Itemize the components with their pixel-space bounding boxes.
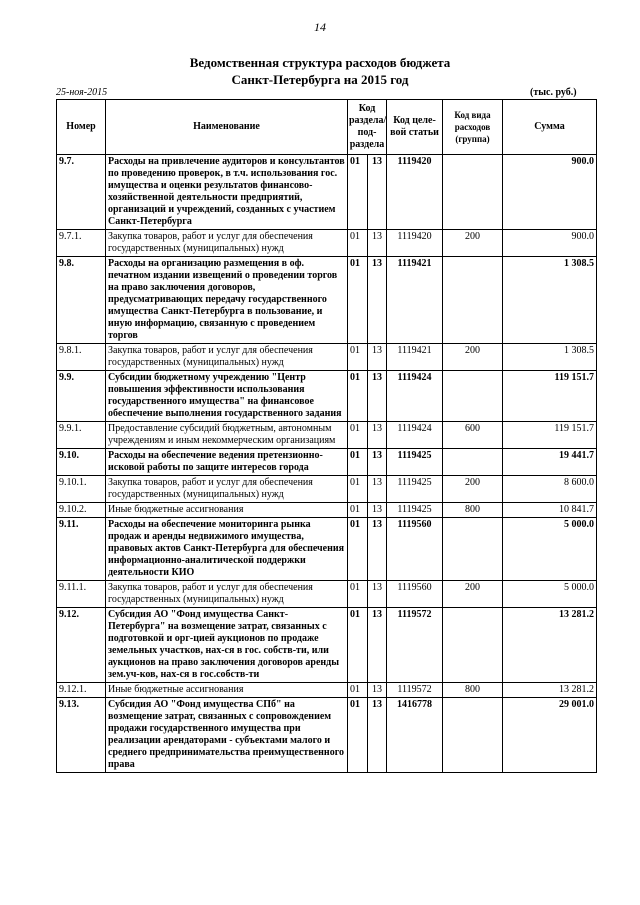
row-name: Закупка товаров, работ и услуг для обеспечения государственных (муниципальных) нужд <box>106 581 348 608</box>
row-name: Иные бюджетные ассигнования <box>106 683 348 698</box>
row-section-code: 01 <box>348 257 368 344</box>
row-article-code: 1119560 <box>387 518 443 581</box>
row-section-code: 01 <box>348 230 368 257</box>
row-name: Иные бюджетные ассигнования <box>106 503 348 518</box>
title-line-1: Ведомственная структура расходов бюджета <box>189 55 451 70</box>
row-expense-type: 800 <box>443 683 503 698</box>
row-sum: 13 281.2 <box>503 608 597 683</box>
row-name: Предоставление субсидий бюджетным, автономным учреждениям и иным некоммерческим организациям <box>106 422 348 449</box>
row-number: 9.8.1. <box>57 344 106 371</box>
table-row <box>57 518 597 581</box>
row-number: 9.11. <box>57 518 106 581</box>
row-sum: 1 308.5 <box>503 344 597 371</box>
row-number: 9.12. <box>57 608 106 683</box>
row-number: 9.7. <box>57 155 106 230</box>
table-row <box>57 449 597 476</box>
row-section-code: 01 <box>348 581 368 608</box>
row-expense-type: 800 <box>443 503 503 518</box>
table-header-row <box>57 100 597 155</box>
row-section-code: 01 <box>348 698 368 773</box>
row-section-code: 01 <box>348 422 368 449</box>
row-name: Субсидия АО "Фонд имущества СПб" на возмещение затрат, связанных с сопровождением продажи государственного имущества при реализации арендаторами - субъектами малого и среднего предпринимательства преимущественного права <box>106 698 348 773</box>
row-name: Закупка товаров, работ и услуг для обеспечения государственных (муниципальных) нужд <box>106 230 348 257</box>
row-expense-type <box>443 371 503 422</box>
row-sum: 13 281.2 <box>503 683 597 698</box>
row-subsection-code: 13 <box>368 155 387 230</box>
row-article-code: 1119425 <box>387 503 443 518</box>
header-section: Код раздела/ под- раздела <box>348 100 387 155</box>
row-subsection-code: 13 <box>368 230 387 257</box>
row-article-code: 1119420 <box>387 230 443 257</box>
row-number: 9.13. <box>57 698 106 773</box>
row-subsection-code: 13 <box>368 257 387 344</box>
row-name: Расходы на обеспечение ведения претензионно-исковой работы по защите интересов города <box>106 449 348 476</box>
row-sum: 10 841.7 <box>503 503 597 518</box>
document-title <box>0 54 640 88</box>
row-article-code: 1119425 <box>387 449 443 476</box>
row-section-code: 01 <box>348 683 368 698</box>
row-article-code: 1119572 <box>387 608 443 683</box>
document-date: 25-ноя-2015 <box>56 87 108 98</box>
row-name: Расходы на организацию размещения в оф. печатном издании извещений о проведении торгов на право заключения договоров, предусматривающих передачу государственного имущества Санкт-Петербурга в пользование, и иную информацию, связанную с проведением торгов <box>106 257 348 344</box>
row-name: Закупка товаров, работ и услуг для обеспечения государственных (муниципальных) нужд <box>106 344 348 371</box>
row-expense-type: 200 <box>443 476 503 503</box>
row-sum: 8 600.0 <box>503 476 597 503</box>
row-subsection-code: 13 <box>368 698 387 773</box>
row-article-code: 1119425 <box>387 476 443 503</box>
row-sum: 119 151.7 <box>503 422 597 449</box>
row-sum: 1 308.5 <box>503 257 597 344</box>
table-row <box>57 155 597 230</box>
row-article-code: 1119424 <box>387 371 443 422</box>
row-expense-type: 200 <box>443 230 503 257</box>
row-section-code: 01 <box>348 518 368 581</box>
row-sum: 119 151.7 <box>503 371 597 422</box>
row-number: 9.10.2. <box>57 503 106 518</box>
row-expense-type: 600 <box>443 422 503 449</box>
row-expense-type <box>443 155 503 230</box>
row-article-code: 1119572 <box>387 683 443 698</box>
row-article-code: 1119560 <box>387 581 443 608</box>
row-name: Субсидии бюджетному учреждению "Центр повышения эффективности использования государственного имущества" на финансовое обеспечение выполнения государственного задания <box>106 371 348 422</box>
table-row <box>57 257 597 344</box>
row-section-code: 01 <box>348 503 368 518</box>
units-label: (тыс. руб.) <box>530 87 577 98</box>
row-section-code: 01 <box>348 344 368 371</box>
table-row <box>57 581 597 608</box>
table-row <box>57 698 597 773</box>
header-name: Наименование <box>106 100 348 155</box>
table-row <box>57 371 597 422</box>
header-article: Код целе- вой статьи <box>387 100 443 155</box>
row-subsection-code: 13 <box>368 476 387 503</box>
row-name: Расходы на обеспечение мониторинга рынка продаж и аренды недвижимого имущества, правовых актов Санкт-Петербурга для обеспечения информационно-аналитической поддержки деятельности КИО <box>106 518 348 581</box>
row-expense-type <box>443 698 503 773</box>
row-article-code: 1416778 <box>387 698 443 773</box>
table-body <box>57 155 597 773</box>
row-article-code: 1119421 <box>387 344 443 371</box>
row-subsection-code: 13 <box>368 503 387 518</box>
page-number: 14 <box>314 20 326 34</box>
row-sum: 900.0 <box>503 230 597 257</box>
row-expense-type <box>443 608 503 683</box>
row-name: Расходы на привлечение аудиторов и консультантов по проведению проверок, в т.ч. использования гос. имущества и оценки результатов финансово-хозяйственной деятельности предприятий, организаций и учреждений, созданных с участием Санкт-Петербурга <box>106 155 348 230</box>
row-section-code: 01 <box>348 476 368 503</box>
header-number: Номер <box>57 100 106 155</box>
budget-table <box>56 99 597 773</box>
row-section-code: 01 <box>348 371 368 422</box>
row-expense-type: 200 <box>443 344 503 371</box>
table-row <box>57 230 597 257</box>
row-subsection-code: 13 <box>368 422 387 449</box>
row-name: Закупка товаров, работ и услуг для обеспечения государственных (муниципальных) нужд <box>106 476 348 503</box>
row-expense-type <box>443 518 503 581</box>
table-row <box>57 608 597 683</box>
row-sum: 900.0 <box>503 155 597 230</box>
row-subsection-code: 13 <box>368 608 387 683</box>
row-number: 9.10. <box>57 449 106 476</box>
table-row <box>57 422 597 449</box>
title-line-2: Санкт-Петербурга на 2015 год <box>231 72 409 87</box>
row-number: 9.9.1. <box>57 422 106 449</box>
table-row <box>57 683 597 698</box>
table-row <box>57 344 597 371</box>
row-sum: 5 000.0 <box>503 581 597 608</box>
row-subsection-code: 13 <box>368 683 387 698</box>
row-expense-type <box>443 449 503 476</box>
row-expense-type: 200 <box>443 581 503 608</box>
row-section-code: 01 <box>348 608 368 683</box>
row-subsection-code: 13 <box>368 449 387 476</box>
header-type: Код вида расходов (группа) <box>443 100 503 155</box>
row-subsection-code: 13 <box>368 581 387 608</box>
row-subsection-code: 13 <box>368 344 387 371</box>
row-article-code: 1119421 <box>387 257 443 344</box>
row-section-code: 01 <box>348 449 368 476</box>
row-number: 9.12.1. <box>57 683 106 698</box>
header-sum: Сумма <box>503 100 597 155</box>
row-article-code: 1119420 <box>387 155 443 230</box>
row-section-code: 01 <box>348 155 368 230</box>
table-row <box>57 476 597 503</box>
row-article-code: 1119424 <box>387 422 443 449</box>
row-subsection-code: 13 <box>368 371 387 422</box>
row-expense-type <box>443 257 503 344</box>
row-number: 9.9. <box>57 371 106 422</box>
table-row <box>57 503 597 518</box>
row-sum: 5 000.0 <box>503 518 597 581</box>
row-number: 9.11.1. <box>57 581 106 608</box>
row-number: 9.8. <box>57 257 106 344</box>
row-number: 9.7.1. <box>57 230 106 257</box>
row-sum: 19 441.7 <box>503 449 597 476</box>
row-number: 9.10.1. <box>57 476 106 503</box>
row-sum: 29 001.0 <box>503 698 597 773</box>
row-subsection-code: 13 <box>368 518 387 581</box>
row-name: Субсидия АО "Фонд имущества Санкт-Петербурга" на возмещение затрат, связанных с подготовкой и орг-цией аукционов по продаже земельных участков, нах-ся в гос. собств-ти, или аукционов на право заключения договоров аренды зем.уч-ков, нах-ся в гос.собств-ти <box>106 608 348 683</box>
